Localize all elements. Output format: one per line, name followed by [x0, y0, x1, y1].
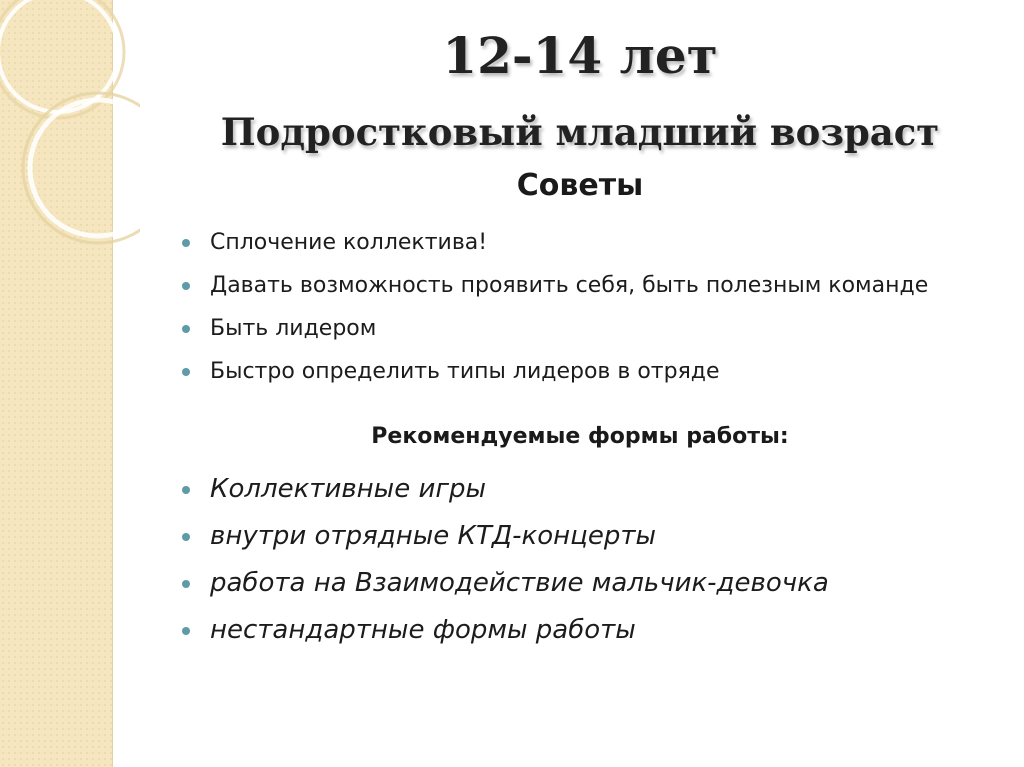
list-item	[178, 612, 978, 648]
list-item-text: Быстро определить типы лидеров в отряде	[210, 359, 720, 384]
decorative-side-band	[0, 0, 113, 767]
list-item	[178, 226, 978, 259]
tips-heading: Советы	[516, 168, 644, 203]
list-item	[178, 518, 978, 554]
bullet-icon	[182, 627, 190, 635]
list-item-text: нестандартные формы работы	[210, 615, 636, 645]
bullet-icon	[182, 486, 190, 494]
bullet-icon	[182, 239, 190, 247]
page-subtitle: Подростковый младший возраст	[220, 110, 940, 154]
page-title: 12-14 лет	[442, 26, 718, 85]
list-item-text: внутри отрядные КТД-концерты	[210, 521, 656, 551]
list-item-text: Сплочение коллектива!	[210, 230, 488, 255]
list-item	[178, 565, 978, 601]
ring-decoration-icon	[0, 0, 140, 300]
tips-list	[178, 226, 978, 398]
bullet-icon	[182, 533, 190, 541]
bullet-icon	[182, 580, 190, 588]
list-item	[178, 355, 978, 388]
forms-heading: Рекомендуемые формы работы:	[371, 424, 789, 449]
list-item	[178, 471, 978, 507]
list-item-text: работа на Взаимодействие мальчик-девочка	[210, 568, 829, 598]
list-item-text: Давать возможность проявить себя, быть полезным команде	[210, 273, 929, 298]
forms-list	[178, 471, 978, 659]
bullet-icon	[182, 368, 190, 376]
list-item-text: Быть лидером	[210, 316, 377, 341]
list-item	[178, 269, 978, 302]
bullet-icon	[182, 325, 190, 333]
list-item-text: Коллективные игры	[210, 474, 487, 504]
bullet-icon	[182, 282, 190, 290]
list-item	[178, 312, 978, 345]
